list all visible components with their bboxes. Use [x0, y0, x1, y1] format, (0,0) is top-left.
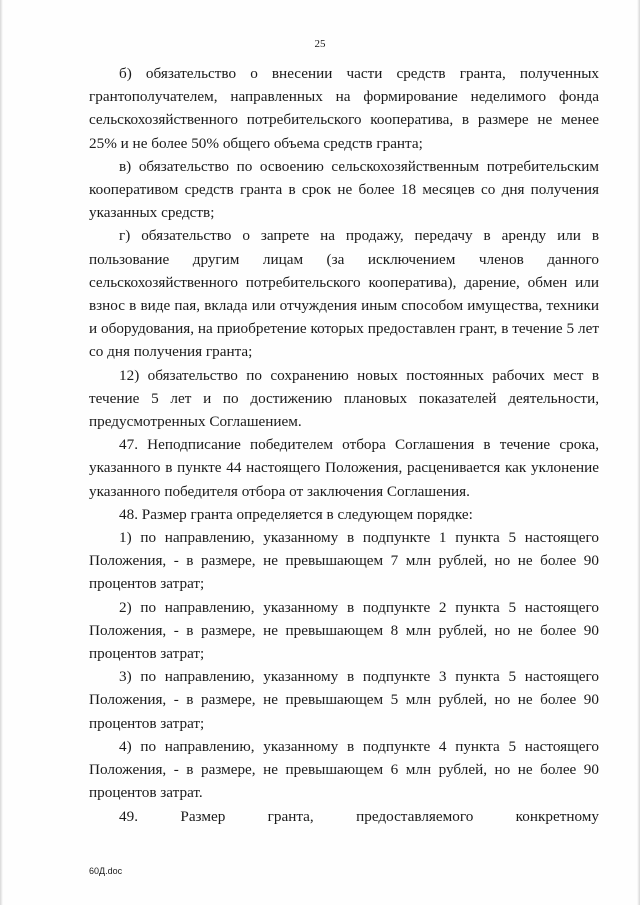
paragraph-obligation-b: б) обязательство о внесении части средств гранта, полученных грантополучателем, направленных на формирование неделимого фонда сельскохозяйственного потребительского кооператива, в размере не менее 25% и не более 50% общего объема средств гранта; — [89, 65, 599, 152]
paragraph-item-48-1: 1) по направлению, указанному в подпункте 1 пункта 5 настоящего Положения, - в размере, не превышающем 7 млн рублей, но не более 90 процентов затрат; — [89, 529, 599, 593]
paragraph-item-12: 12) обязательство по сохранению новых постоянных рабочих мест в течение 5 лет и по достижению плановых показателей деятельности, предусмотренных Соглашением. — [89, 366, 599, 431]
paragraph-obligation-v: в) обязательство по освоению сельскохозяйственным потребительским кооперативом средств гранта в срок не более 18 месяцев со дня получения указанных средств; — [89, 157, 599, 222]
document-body — [89, 62, 599, 828]
paragraph-item-47: 47. Неподписание победителем отбора Соглашения в течение срока, указанного в пункте 44 настоящего Положения, расценивается как уклонение указанного победителя отбора от заключения Соглашения. — [89, 436, 599, 500]
paragraph-item-49: 49. Размер гранта, предоставляемого конкретному — [119, 807, 599, 825]
scan-edge-left — [0, 0, 3, 905]
paragraph-item-48-3: 3) по направлению, указанному в подпункте 3 пункта 5 настоящего Положения, - в размере, не превышающем 5 млн рублей, но не более 90 процентов затрат; — [89, 668, 599, 732]
paragraph-item-48-4: 4) по направлению, указанному в подпункте 4 пункта 5 настоящего Положения, - в размере, не превышающем 6 млн рублей, но не более 90 процентов затрат. — [89, 737, 599, 802]
footer-filename: 60Д.doc — [89, 866, 123, 876]
page-number: 25 — [314, 38, 326, 50]
paragraph-item-48: 48. Размер гранта определяется в следующем порядке: — [119, 505, 473, 523]
paragraph-obligation-g: г) обязательство о запрете на продажу, передачу в аренду или в пользование другим лицам (за исключением членов данного сельскохозяйственного потребительского кооператива), дарение, обмен или взнос в виде пая, вклада или отчуждения иным способом имущества, техники и оборудования, на приобретение которых предоставлен грант, в течение 5 лет со дня получения гранта; — [89, 227, 599, 361]
paragraph-item-48-2: 2) по направлению, указанному в подпункте 2 пункта 5 настоящего Положения, - в размере, не превышающем 8 млн рублей, но не более 90 процентов затрат; — [89, 598, 599, 663]
